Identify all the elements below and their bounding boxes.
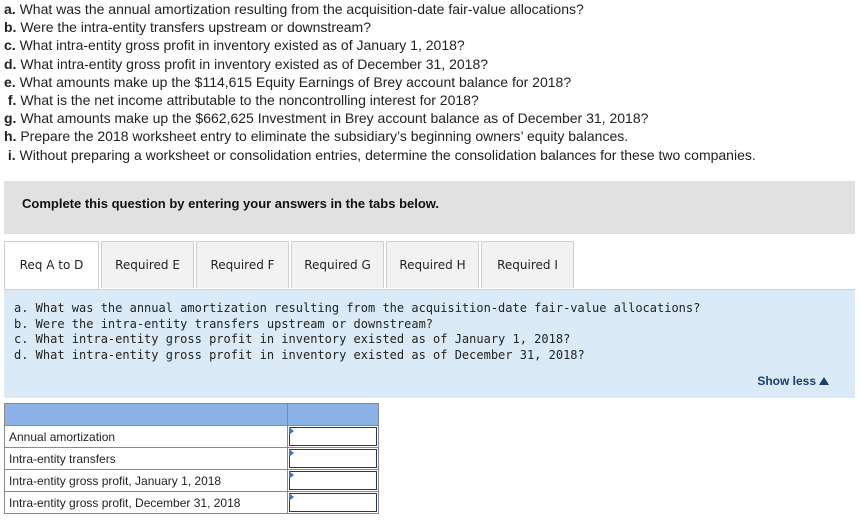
table-header-row bbox=[5, 404, 379, 426]
tab-required-f[interactable]: Required F bbox=[196, 241, 289, 288]
question-item: e. What amounts make up the $114,615 Equity Earnings of Brey account balance for 2018? bbox=[4, 73, 572, 90]
table-header-cell bbox=[5, 404, 288, 426]
row-label: Intra-entity gross profit, January 1, 2018 bbox=[5, 470, 288, 492]
table-row bbox=[5, 492, 379, 514]
question-item: b. Were the intra-entity transfers upstream or downstream? bbox=[4, 19, 372, 36]
row-label: Annual amortization bbox=[5, 426, 288, 448]
question-item: g. What amounts make up the $662,625 Investment in Brey account balance as of December 31, 2018? bbox=[4, 110, 649, 127]
input-marker-icon bbox=[289, 449, 294, 457]
input-marker-icon bbox=[289, 471, 294, 479]
table-header-cell bbox=[288, 404, 379, 426]
triangle-up-icon bbox=[819, 377, 829, 385]
panel-question-line: b. Were the intra-entity transfers upstream or downstream? bbox=[14, 316, 434, 331]
row-label: Intra-entity transfers bbox=[5, 448, 288, 470]
panel-question-line: c. What intra-entity gross profit in inventory existed as of January 1, 2018? bbox=[14, 332, 571, 346]
panel-question-line: a. What was the annual amortization resulting from the acquisition-date fair-value allocations? bbox=[14, 301, 701, 315]
tab-required-g[interactable]: Required G bbox=[291, 241, 384, 288]
question-item: f. What is the net income attributable to the noncontrolling interest for 2018? bbox=[7, 91, 479, 108]
input-marker-icon bbox=[289, 427, 294, 435]
intra-entity-transfers-input[interactable] bbox=[289, 449, 377, 468]
question-item: i. Without preparing a worksheet or consolidation entries, determine the consolidation balances for these two companies. bbox=[7, 146, 756, 163]
gross-profit-dec-input[interactable] bbox=[289, 493, 377, 512]
question-item: c. What intra-entity gross profit in inventory existed as of January 1, 2018? bbox=[4, 37, 465, 54]
tab-required-i[interactable]: Required I bbox=[481, 241, 574, 288]
answer-table bbox=[4, 403, 379, 514]
gross-profit-jan-input[interactable] bbox=[289, 471, 377, 490]
question-item: d. What intra-entity gross profit in inventory existed as of December 31, 2018? bbox=[4, 55, 489, 72]
tab-panel bbox=[4, 289, 855, 398]
question-item: a. What was the annual amortization resulting from the acquisition-date fair-value allocations? bbox=[4, 1, 584, 17]
tab-req-a-to-d[interactable]: Req A to D bbox=[4, 241, 99, 290]
panel-question-line: d. What intra-entity gross profit in inventory existed as of December 31, 2018? bbox=[14, 347, 585, 362]
table-row bbox=[5, 426, 379, 448]
row-label: Intra-entity gross profit, December 31, 2018 bbox=[5, 492, 288, 514]
annual-amortization-input[interactable] bbox=[289, 427, 377, 446]
answer-cell bbox=[288, 448, 379, 470]
show-less-link[interactable] bbox=[757, 374, 829, 388]
instruction-text: Complete this question by entering your answers in the tabs below. bbox=[22, 196, 440, 211]
tab-required-h[interactable]: Required H bbox=[386, 241, 479, 288]
answer-cell bbox=[288, 426, 379, 448]
table-row bbox=[5, 470, 379, 492]
answer-cell bbox=[288, 470, 379, 492]
instruction-banner bbox=[4, 181, 855, 234]
input-marker-icon bbox=[289, 493, 294, 501]
panel-questions bbox=[14, 301, 700, 363]
question-item: h. Prepare the 2018 worksheet entry to eliminate the subsidiary’s beginning owners’ equity balances. bbox=[4, 128, 629, 145]
tab-required-e[interactable]: Required E bbox=[101, 241, 194, 288]
show-less-label: Show less bbox=[757, 374, 816, 388]
table-row bbox=[5, 448, 379, 470]
answer-cell bbox=[288, 492, 379, 514]
question-list bbox=[4, 0, 859, 164]
